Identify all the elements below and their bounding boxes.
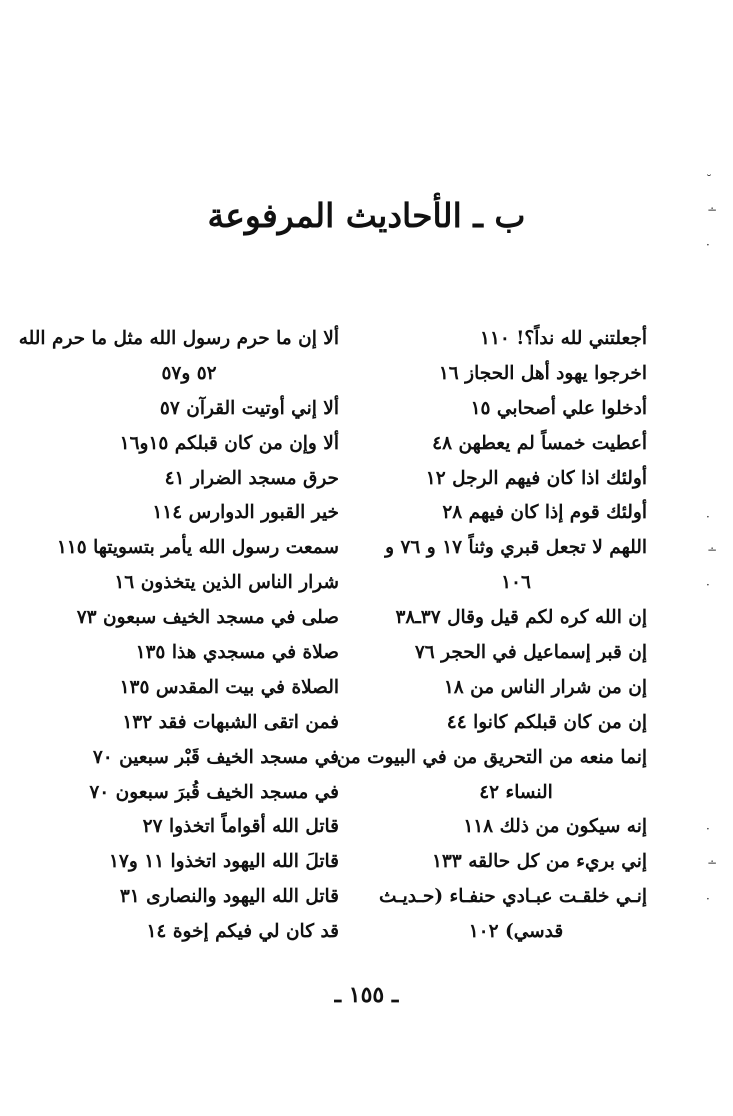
index-entry: سمعت رسول الله يأمر بتسويتها ١١٥ — [56, 537, 339, 559]
index-entry: قاتل الله اليهود والنصارى ٣١ — [119, 886, 339, 908]
scan-speck: · — [706, 892, 710, 906]
index-entry: صلى في مسجد الخيف سبعون ٧٣ — [76, 607, 339, 629]
index-entry: إنـي خلقـت عبـادي حنفـاء (حـديـث — [379, 886, 647, 908]
index-entry: أجعلتني لله نداً؟! ١١٠ — [480, 328, 647, 349]
scan-speck: · — [706, 238, 710, 252]
index-entry: قاتل الله أقواماً اتخذوا ٢٧ — [142, 816, 339, 838]
scan-speck: ∸ — [707, 543, 718, 557]
scan-speck: ∸ — [707, 203, 718, 217]
index-entry-continuation: ٥٢ و٥٧ — [161, 362, 217, 384]
index-entry: ألا إني أوتيت القرآن ٥٧ — [159, 397, 339, 419]
index-entry: أولئك اذا كان فيهم الرجل ١٢ — [425, 467, 647, 489]
index-entry: إن الله كره لكم قيل وقال ٣٧ـ٣٨ — [395, 607, 647, 629]
scan-speck: · — [706, 510, 710, 524]
index-entry-continuation: قدسي) ١٠٢ — [468, 921, 564, 943]
index-entry: شرار الناس الذين يتخذون ١٦ — [114, 572, 339, 594]
index-entry: إن من شرار الناس من ١٨ — [443, 676, 647, 698]
scan-speck: · — [706, 578, 710, 592]
index-entry: إنه سيكون من ذلك ١١٨ — [463, 816, 647, 838]
index-entry: صلاة في مسجدي هذا ١٣٥ — [135, 642, 339, 664]
page-number: ـ ١٥٥ ـ — [334, 982, 399, 1008]
index-entry: حرق مسجد الضرار ٤١ — [164, 467, 339, 489]
section-title: ب ـ الأحاديث المرفوعة — [207, 196, 526, 235]
index-entry: اللهم لا تجعل قبري وثناً ١٧ و ٧٦ و — [385, 537, 647, 559]
index-entry: خير القبور الدوارس ١١٤ — [152, 502, 339, 524]
index-entry: إن قبر إسماعيل في الحجر ٧٦ — [414, 642, 647, 664]
index-entry: فمن اتقى الشبهات فقد ١٣٢ — [122, 711, 339, 733]
scan-speck: ∸ — [707, 856, 718, 870]
index-entry: أدخلوا علي أصحابي ١٥ — [470, 397, 647, 419]
index-entry: اخرجوا يهود أهل الحجاز ١٦ — [438, 362, 647, 384]
index-entry: قد كان لي فيكم إخوة ١٤ — [146, 921, 339, 943]
index-entry-continuation: النساء ٤٢ — [479, 781, 553, 803]
index-entry: إنما منعه من التحريق من في البيوت من — [336, 746, 647, 768]
scan-speck: ˘ — [706, 173, 712, 187]
index-entry: ألا وإن من كان قبلكم ١٥و١٦ — [119, 432, 339, 454]
index-entry: أولئك قوم إذا كان فيهم ٢٨ — [442, 502, 647, 524]
index-entry: قاتلَ الله اليهود اتخذوا ١١ و١٧ — [108, 851, 339, 873]
index-entry: إني بريء من كل حالقه ١٣٣ — [431, 851, 647, 873]
index-entry: أعطيت خمساً لم يعطهن ٤٨ — [432, 432, 647, 454]
index-entry: في مسجد الخيف قُبرَ سبعون ٧٠ — [89, 781, 339, 803]
index-entry: إن من كان قبلكم كانوا ٤٤ — [446, 711, 647, 733]
index-entry: في مسجد الخيف قَبْر سبعين ٧٠ — [92, 746, 339, 768]
index-entry: ألا إن ما حرم رسول الله مثل ما حرم الله — [18, 328, 339, 349]
left-column — [18, 322, 339, 950]
index-entry-continuation: ١٠٦ — [501, 572, 531, 594]
scan-speck: · — [706, 822, 710, 836]
right-column — [336, 322, 647, 950]
index-entry: الصلاة في بيت المقدس ١٣٥ — [119, 676, 339, 698]
